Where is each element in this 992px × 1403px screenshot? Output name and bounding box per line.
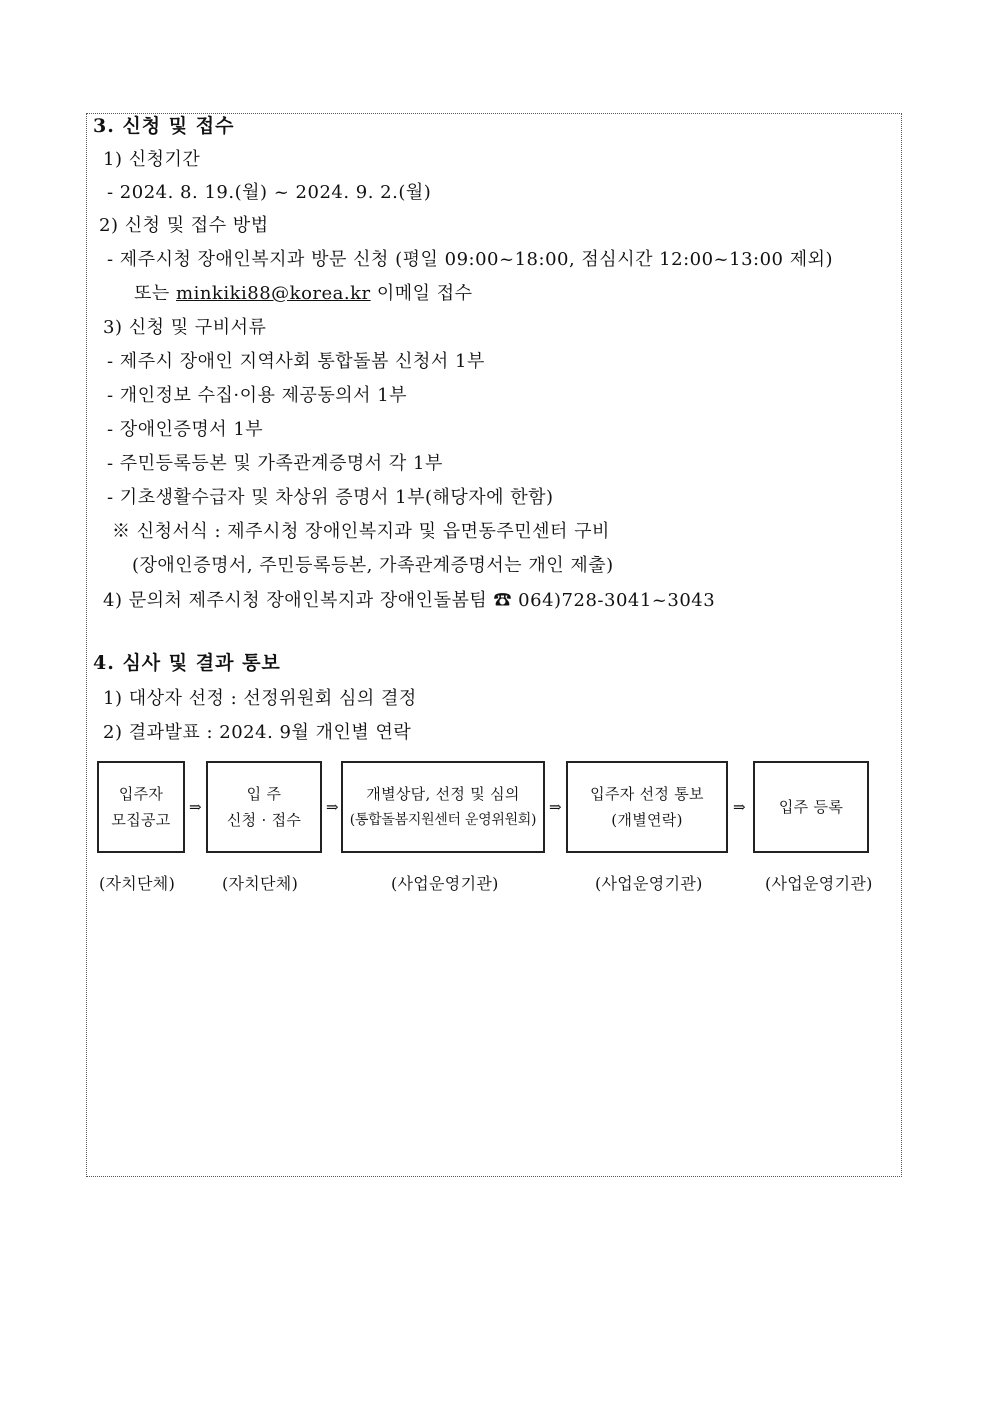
apply-method-email bbox=[134, 282, 473, 306]
doc-item-consent: - 개인정보 수집·이용 제공동의서 1부 bbox=[107, 385, 408, 406]
contact-info: 4) 문의처 제주시청 장애인복지과 장애인돌봄팀 ☎ 064)728-3041~3043 bbox=[103, 590, 716, 611]
email-link[interactable]: minkiki88@korea.kr bbox=[176, 283, 371, 304]
flow-org-apply: (자치단체) bbox=[222, 874, 299, 893]
doc-item-basic-living-cert: - 기초생활수급자 및 차상위 증명서 1부(해당자에 한함) bbox=[107, 487, 554, 508]
apply-period-dates: - 2024. 8. 19.(월) ~ 2024. 9. 2.(월) bbox=[107, 182, 432, 203]
section4-heading: 4. 심사 및 결과 통보 bbox=[93, 652, 281, 674]
forms-note-detail: (장애인증명서, 주민등록등본, 가족관계증명서는 개인 제출) bbox=[132, 555, 614, 576]
flow-step-notify-line1: 입주자 선정 통보 bbox=[590, 785, 704, 803]
flow-step-apply-line2: 신청 · 접수 bbox=[226, 811, 302, 829]
doc-item-disability-cert: - 장애인증명서 1부 bbox=[107, 419, 264, 440]
apply-method-visit: - 제주시청 장애인복지과 방문 신청 (평일 09:00~18:00, 점심시간 12:00~13:00 제외) bbox=[107, 249, 834, 270]
flow-step-apply-line1: 입 주 bbox=[246, 785, 282, 803]
flow-step-recruit bbox=[97, 761, 185, 853]
flow-org-notify: (사업운영기관) bbox=[595, 874, 703, 893]
result-announcement: 2) 결과발표 : 2024. 9월 개인별 연락 bbox=[103, 722, 412, 743]
doc-item-application: - 제주시 장애인 지역사회 통합돌봄 신청서 1부 bbox=[107, 351, 485, 372]
flow-arrow-icon: ⇒ bbox=[733, 798, 746, 816]
flow-step-apply bbox=[206, 761, 322, 853]
selection-info: 1) 대상자 선정 : 선정위원회 심의 결정 bbox=[103, 688, 417, 709]
flow-arrow-icon: ⇒ bbox=[549, 798, 562, 816]
docs-title: 3) 신청 및 구비서류 bbox=[103, 317, 267, 338]
flow-org-recruit: (자치단체) bbox=[99, 874, 176, 893]
flow-step-register-line1: 입주 등록 bbox=[778, 798, 844, 816]
email-prefix: 또는 bbox=[134, 283, 170, 304]
forms-note: ※ 신청서식 : 제주시청 장애인복지과 및 읍면동주민센터 구비 bbox=[112, 521, 610, 542]
flow-arrow-icon: ⇒ bbox=[326, 798, 339, 816]
flow-step-review-line2: (통합돌봄지원센터 운영위원회) bbox=[349, 812, 537, 828]
flow-step-review-line1: 개별상담, 선정 및 심의 bbox=[366, 785, 520, 803]
email-suffix: 이메일 접수 bbox=[376, 283, 473, 304]
doc-item-resident-cert: - 주민등록등본 및 가족관계증명서 각 1부 bbox=[107, 453, 443, 474]
flow-step-review bbox=[341, 761, 545, 853]
flow-org-register: (사업운영기관) bbox=[765, 874, 873, 893]
flow-step-notify-line2: (개별연락) bbox=[611, 811, 683, 829]
content-frame bbox=[86, 113, 902, 1177]
flow-step-notify bbox=[566, 761, 728, 853]
flow-arrow-icon: ⇒ bbox=[189, 798, 202, 816]
section3-heading: 3. 신청 및 접수 bbox=[93, 115, 235, 137]
flow-step-register bbox=[753, 761, 869, 853]
apply-method-title: 2) 신청 및 접수 방법 bbox=[99, 215, 269, 236]
apply-period-title: 1) 신청기간 bbox=[103, 149, 201, 170]
flow-org-review: (사업운영기관) bbox=[391, 874, 499, 893]
flow-step-recruit-line1: 입주자 bbox=[118, 785, 164, 803]
flow-step-recruit-line2: 모집공고 bbox=[111, 811, 171, 829]
